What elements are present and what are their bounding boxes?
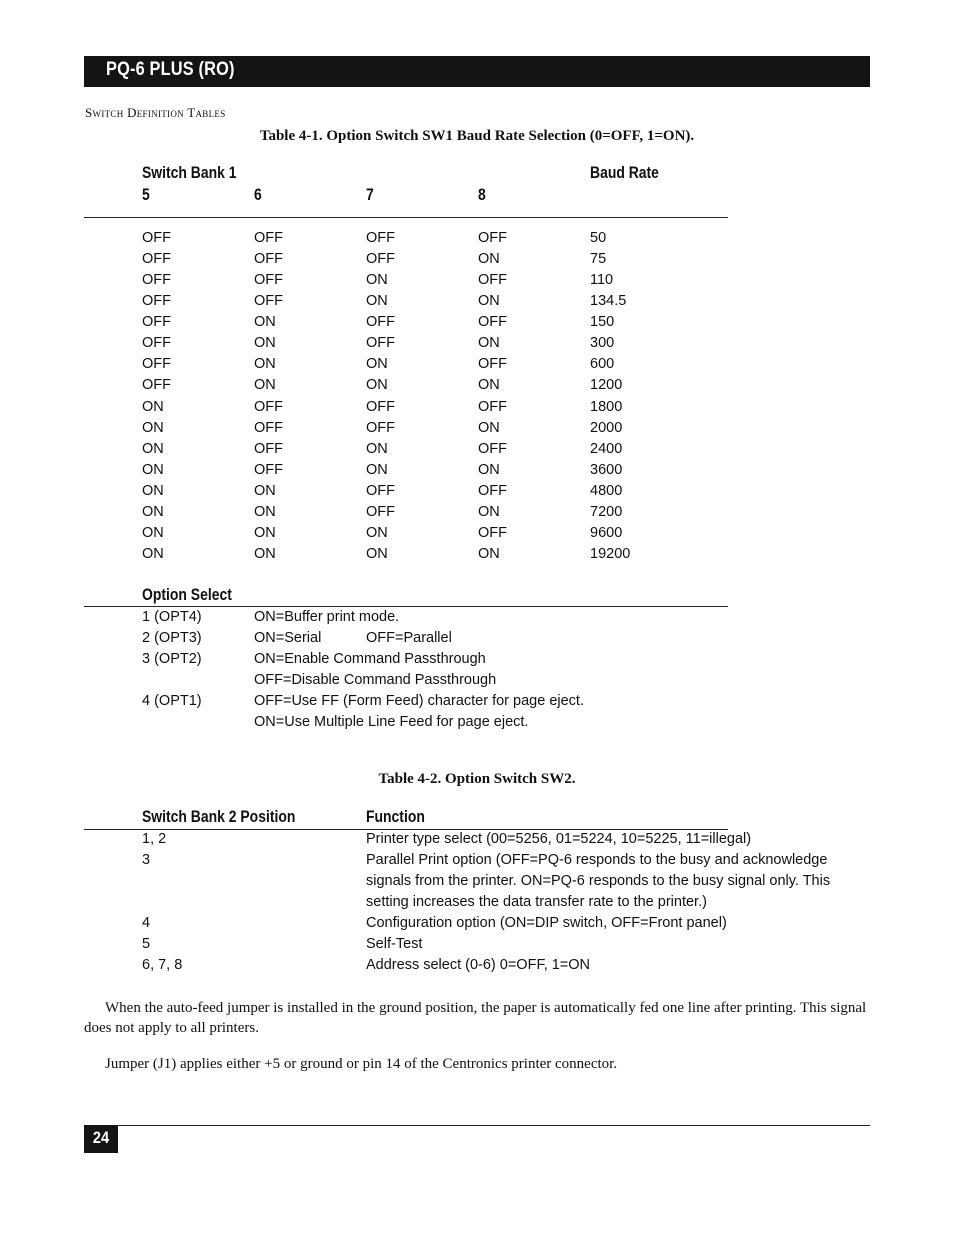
switch-8-cell: ON (478, 546, 500, 563)
switch-8-cell: ON (478, 293, 500, 310)
switch-6-cell: ON (254, 314, 276, 331)
switch-7-cell: ON (366, 524, 388, 541)
switch-8-cell: ON (478, 251, 500, 268)
switch-7-cell: OFF (366, 419, 395, 436)
page-header-title: PQ-6 PLUS (RO) (106, 59, 235, 80)
table1-col-header: 6 (254, 185, 262, 204)
option-setting-cell: ON=Serial (254, 630, 322, 646)
switch-6-cell: ON (254, 377, 276, 394)
option-switch-cell: 2 (OPT3) (142, 630, 202, 646)
table1-header-rule (84, 217, 728, 218)
baud-rate-cell: 75 (590, 251, 607, 268)
switch-7-cell: OFF (366, 398, 395, 415)
table2-caption: Table 4-2. Option Switch SW2. (378, 771, 576, 787)
position-cell: 1, 2 (142, 831, 167, 847)
paragraph: Jumper (J1) applies either +5 or ground or pin 14 of the Centronics printer connector. (105, 1056, 618, 1072)
baud-rate-cell: 110 (590, 272, 614, 289)
baud-rate-cell: 300 (590, 335, 615, 352)
table1-col-header: 5 (142, 185, 150, 204)
baud-rate-cell: 2000 (590, 419, 623, 436)
switch-7-cell: OFF (366, 335, 395, 352)
baud-rate-cell: 19200 (590, 546, 631, 563)
baud-rate-cell: 150 (590, 314, 615, 331)
switch-6-cell: ON (254, 503, 276, 520)
position-cell: 3 (142, 852, 151, 868)
switch-5-cell: ON (142, 419, 164, 436)
option-select-header: Option Select (142, 585, 232, 604)
option-setting-cell: OFF=Parallel (366, 630, 452, 646)
switch-8-cell: OFF (478, 314, 507, 331)
switch-7-cell: OFF (366, 482, 395, 499)
table2-position-header: Switch Bank 2 Position (142, 807, 296, 826)
position-cell: 5 (142, 936, 151, 952)
option-switch-cell: 4 (OPT1) (142, 693, 202, 709)
table1-caption: Table 4-1. Option Switch SW1 Baud Rate Selection (0=OFF, 1=ON). (259, 128, 695, 144)
switch-6-cell: ON (254, 546, 276, 563)
switch-7-cell: OFF (366, 503, 395, 520)
option-switch-cell: 1 (OPT4) (142, 609, 202, 625)
switch-6-cell: ON (254, 482, 276, 499)
switch-5-cell: ON (142, 461, 164, 478)
option-setting-cell: ON=Buffer print mode. (254, 609, 400, 625)
function-cell: Self-Test (366, 936, 423, 952)
paragraph: When the auto-feed jumper is installed in the ground position, the paper is automatically fed one line after printing. This signal does not apply to all printers. (84, 1000, 867, 1036)
footer-rule (84, 1125, 870, 1126)
position-cell: 6, 7, 8 (142, 957, 183, 973)
switch-6-cell: OFF (254, 440, 283, 457)
switch-5-cell: ON (142, 440, 164, 457)
baud-rate-cell: 1200 (590, 377, 623, 394)
switch-7-cell: ON (366, 293, 388, 310)
function-cell: setting increases the data transfer rate to the printer.) (366, 894, 707, 910)
switch-8-cell: OFF (478, 272, 507, 289)
switch-7-cell: OFF (366, 251, 395, 268)
table1-baud-header: Baud Rate (590, 163, 659, 182)
switch-5-cell: ON (142, 546, 164, 563)
baud-rate-cell: 7200 (590, 503, 623, 520)
table1-col-header: 8 (478, 185, 486, 204)
switch-6-cell: ON (254, 335, 276, 352)
switch-5-cell: OFF (142, 272, 171, 289)
option-setting-cell: ON=Use Multiple Line Feed for page eject. (254, 714, 529, 730)
switch-6-cell: OFF (254, 272, 283, 289)
switch-6-cell: OFF (254, 293, 283, 310)
switch-5-cell: OFF (142, 251, 171, 268)
option-switch-cell: 3 (OPT2) (142, 651, 202, 667)
option-setting-cell: ON=Enable Command Passthrough (254, 651, 486, 667)
switch-5-cell: OFF (142, 377, 171, 394)
baud-rate-cell: 50 (590, 230, 607, 246)
switch-7-cell: ON (366, 272, 388, 289)
page-number: 24 (92, 1128, 110, 1147)
switch-5-cell: OFF (142, 314, 171, 331)
switch-7-cell: OFF (366, 314, 395, 331)
table2-function-header: Function (366, 807, 425, 826)
switch-5-cell: OFF (142, 356, 171, 373)
baud-rate-cell: 600 (590, 356, 615, 373)
function-cell: Printer type select (00=5256, 01=5224, 10=5225, 11=illegal) (366, 831, 752, 847)
switch-6-cell: ON (254, 356, 276, 373)
option-setting-cell: OFF=Disable Command Passthrough (254, 672, 497, 688)
switch-6-cell: OFF (254, 251, 283, 268)
switch-8-cell: ON (478, 419, 500, 436)
switch-8-cell: ON (478, 461, 500, 478)
position-cell: 4 (142, 915, 151, 931)
baud-rate-cell: 9600 (590, 524, 623, 541)
switch-6-cell: OFF (254, 461, 283, 478)
option-setting-cell: OFF=Use FF (Form Feed) character for page eject. (254, 693, 584, 709)
function-cell: Address select (0-6) 0=OFF, 1=ON (366, 957, 591, 973)
switch-5-cell: OFF (142, 293, 171, 310)
switch-5-cell: ON (142, 398, 164, 415)
switch-8-cell: OFF (478, 398, 507, 415)
switch-6-cell: ON (254, 524, 276, 541)
switch-5-cell: ON (142, 524, 164, 541)
page-number-box (84, 1125, 118, 1153)
table1-group-header: Switch Bank 1 (142, 163, 237, 182)
baud-rate-cell: 134.5 (590, 293, 627, 310)
switch-6-cell: OFF (254, 419, 283, 436)
switch-8-cell: OFF (478, 440, 507, 457)
switch-8-cell: ON (478, 335, 500, 352)
switch-6-cell: OFF (254, 398, 283, 415)
switch-5-cell: OFF (142, 335, 171, 352)
switch-7-cell: ON (366, 356, 388, 373)
switch-8-cell: OFF (478, 230, 507, 246)
section-title: Switch Definition Tables (85, 105, 226, 120)
switch-7-cell: ON (366, 377, 388, 394)
baud-rate-cell: 3600 (590, 461, 623, 478)
switch-5-cell: ON (142, 503, 164, 520)
function-cell: signals from the printer. ON=PQ-6 responds to the busy signal only. This (366, 873, 831, 889)
switch-6-cell: OFF (254, 230, 283, 246)
baud-rate-cell: 4800 (590, 482, 623, 499)
function-cell: Configuration option (ON=DIP switch, OFF=Front panel) (366, 915, 727, 931)
table1-col-header: 7 (366, 185, 374, 204)
switch-5-cell: OFF (142, 230, 171, 246)
baud-rate-cell: 1800 (590, 398, 623, 415)
switch-7-cell: ON (366, 461, 388, 478)
switch-5-cell: ON (142, 482, 164, 499)
switch-8-cell: ON (478, 503, 500, 520)
switch-8-cell: OFF (478, 356, 507, 373)
function-cell: Parallel Print option (OFF=PQ-6 responds to the busy and acknowledge (366, 852, 828, 868)
baud-rate-cell: 2400 (590, 440, 623, 457)
switch-8-cell: ON (478, 377, 500, 394)
switch-8-cell: OFF (478, 482, 507, 499)
switch-7-cell: OFF (366, 230, 395, 246)
switch-8-cell: OFF (478, 524, 507, 541)
switch-7-cell: ON (366, 546, 388, 563)
header-bar (84, 56, 870, 87)
switch-7-cell: ON (366, 440, 388, 457)
